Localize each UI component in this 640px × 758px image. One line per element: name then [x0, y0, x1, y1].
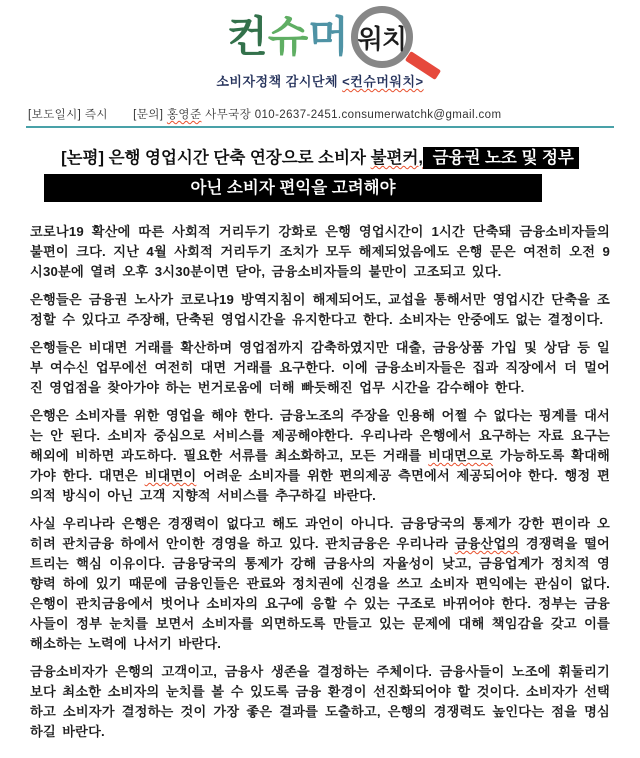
text-segment: 사실 우리나라 은행은 경쟁력이 없다고 해도 과언이 아니다. 금융당국의 통제가 강한 편이라 오히려 관치금융 하에서 안이한 경영을 하고 있다. 관치금융은 우리나라	[30, 516, 610, 551]
inquiry-label: [문의]	[133, 109, 164, 121]
text-segment: 어려운 소비자를 위한 편의제공 측면에서 제공되어야 한다. 행정 편의적 방식이 아닌 고객 지향적 서비스를 추구하길 바란다.	[30, 468, 611, 503]
contact-details: 사무국장 010-2637-2451.consumerwatchk@gmail.com	[205, 109, 502, 121]
text-segment: 코로나19 확산에 따른 사회적 거리두기 강화로 은행 영업시간이 1시간 단축돼 금융소비자들의 불편이 크다. 지난 4월 사회적 거리두기 조치가 모두 해제되었음에도 은행 문은 여전히 오전 9시30분에 열려 오후 3시30분이면 닫아, 금융소비자들의 불만이 고조되고 있다.	[30, 224, 610, 279]
logo-char-1: 컨	[227, 12, 268, 61]
magnifying-glass-icon	[351, 6, 413, 68]
text-segment: 은행들은 비대면 거래를 확산하며 영업점까지 감축하였지만 대출, 금융상품 가입 및 상담 등 일부 여수신 업무에선 여전히 대면 거래를 요구한다. 이에 금융소비자들은 집과 직장에서 더 멀어진 영업점을 찾아가야 하는 번거로움에 더해 빠듯해진 업무 시간을 감수해야 한다.	[30, 340, 610, 395]
org-subtitle-plain: 소비자정책 감시단체	[216, 74, 343, 89]
headline-highlight-1: 금융권 노조 및 정부	[423, 147, 579, 169]
logo-char-3: 머	[308, 12, 349, 61]
headline	[28, 146, 612, 202]
headline-marked-text: 불편커,	[370, 149, 423, 167]
logo-scope-text: 워치	[357, 23, 406, 54]
paragraph-3	[30, 338, 610, 398]
paragraph-6	[30, 662, 610, 742]
text-segment: 가능하도록 확대해가야 한다. 대면은	[30, 448, 610, 483]
paragraph-1	[30, 222, 610, 282]
press-contact-line	[28, 106, 612, 122]
headline-highlight-2: 아닌 소비자 편익을 고려해야	[190, 179, 396, 197]
org-subtitle	[0, 71, 640, 90]
text-segment: 은행은 소비자를 위한 영업을 해야 한다. 금융노조의 주장을 인용해 어쩔 수 없다는 핑계를 대서는 안 된다. 소비자 중심으로 서비스를 제공해야한다. 우리나라 은행에서 요구하는 자료 요구는 해외에 비하면 과도하다. 필요한 서류를 최소화하고, 모든 거래를	[30, 408, 610, 463]
headline-plain-text: [논평] 은행 영업시간 단축 연장으로 소비자	[61, 149, 371, 167]
paragraph-2	[30, 290, 610, 330]
report-date-value: 즉시	[84, 109, 108, 121]
contact-person-name: 홍영준	[166, 109, 202, 121]
text-segment: 비대면이	[144, 468, 197, 483]
org-subtitle-marked: <컨슈머워치>	[342, 74, 424, 89]
article-body	[30, 222, 610, 742]
report-date-label: [보도일시]	[28, 109, 82, 121]
headline-line-1	[28, 146, 612, 170]
text-segment: 금융산업의	[454, 536, 520, 551]
paragraph-4	[30, 406, 610, 506]
logo-char-2: 슈	[267, 12, 309, 61]
text-segment: 비대면으로	[428, 448, 493, 463]
org-logo	[0, 0, 640, 68]
text-segment: 경쟁력을 떨어트리는 핵심 이유이다. 금융당국의 통제가 강해 금융사의 자율성이 낮고, 금융업계가 정치적 영향력 하에 있기 때문에 금융인들은 관료와 정치권에 신경을 쓰고 소비자 편익에는 관심이 없다. 은행이 관치금융에서 벗어나 소비자의 요구에 응할 수 있는 구조로 바뀌어야 한다. 정부는 금융사들이 정부 눈치를 보면서 소비자를 외면하도록 만들고 있는 문제에 대해 책임감을 갖고 이를 해소하는 노력에 나서기 바란다.	[30, 536, 610, 651]
text-segment: 은행들은 금융권 노사가 코로나19 방역지침이 해제되어도, 교섭을 통해서만 영업시간 단축을 조정할 수 있다고 주장해, 단축된 영업시간을 유지한다고 한다. 소비자는 안중에도 없는 결정이다.	[30, 292, 610, 327]
magnifier-ring	[351, 6, 413, 68]
headline-line-2	[44, 174, 542, 202]
paragraph-5	[30, 514, 610, 654]
teal-divider	[26, 126, 614, 128]
text-segment: 금융소비자가 은행의 고객이고, 금융사 생존을 결정하는 주체이다. 금융사들이 노조에 휘둘리기보다 최소한 소비자의 눈치를 볼 수 있도록 금융 환경이 선진화되어야 할 것이다. 소비자가 선택하고 소비자가 결정하는 것이 가장 좋은 결과를 도출하고, 은행의 경쟁력도 높인다는 점을 명심하길 바란다.	[30, 664, 610, 739]
